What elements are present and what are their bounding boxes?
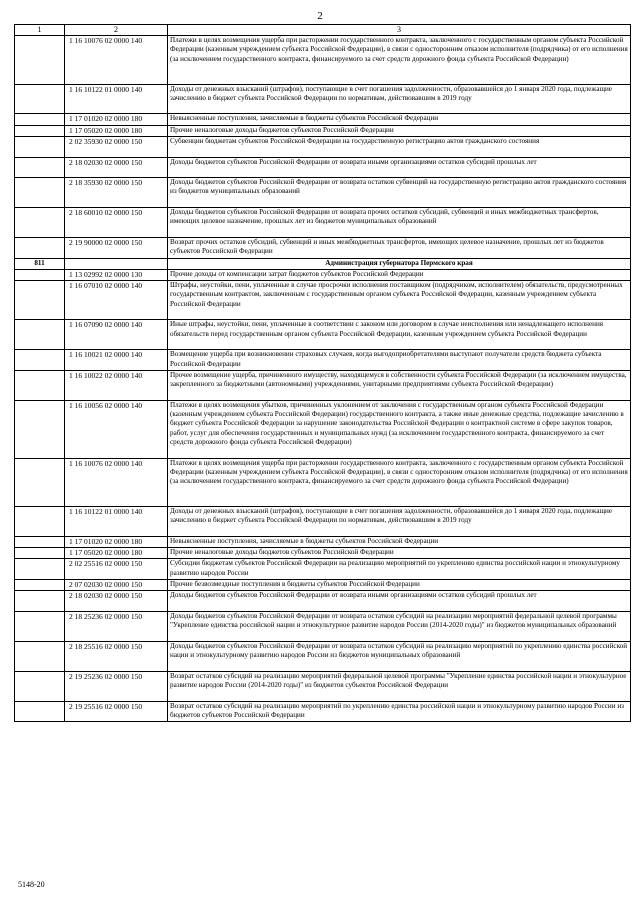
revenue-description-cell: Доходы бюджетов субъектов Российской Федерации от возврата остатков субсидий на реализацию мероприятий по укреплению единства российской нации и этнокультурному развитию народов России из бюджетов муниципальных образований [168,641,631,671]
revenue-code-cell [65,258,168,269]
section-title-cell: Администрация губернатора Пермского края [168,258,631,269]
table-row [15,536,631,547]
revenue-code-cell: 1 17 01020 02 0000 180 [65,114,168,125]
revenue-description-cell: Доходы бюджетов субъектов Российской Федерации от возврата остатков субвенций на государственную регистрацию актов гражданского состояния из бюджетов муниципальных образований [168,178,631,208]
revenue-description-cell: Платежи в целях возмещения убытков, причиненных уклонением от заключения с государственным органом субъекта Российской Федерации (казенным учреждением субъекта Российской Федерации) государственного контракта, а также иные денежные средства, подлежащие зачислению в бюджет субъекта Российской Федерации за нарушение законодательства Российской Федерации о контрактной системе в сфере закупок товаров, работ, услуг для обеспечения государственных и муниципальных нужд (за исключением государственного контракта, финансируемого за счет средств дорожного фонда субъекта Российской Федерации) [168,400,631,458]
revenue-description-cell: Иные штрафы, неустойки, пени, уплаченные в соответствии с законом или договором в случае неисполнения или ненадлежащего исполнения обязательств перед государственным органом субъекта Российской Федерации, казенным учреждением субъекта Российской Федерации [168,320,631,350]
revenue-description-cell: Штрафы, неустойки, пени, уплаченные в случае просрочки исполнения поставщиком (подрядчиком, исполнителем) обязательств, предусмотренных государственным контрактом, заключенным с государственным органом субъекта Российской Федерации, казенным учреждением субъекта Российской Федерации [168,281,631,320]
revenue-code-cell: 1 16 10122 01 0000 140 [65,84,168,114]
revenue-description-cell: Доходы бюджетов субъектов Российской Федерации от возврата прочих остатков субсидий, субвенций и иных межбюджетных трансфертов, имеющих целевое назначение, прошлых лет из бюджетов муниципальных образований [168,208,631,238]
revenue-code-cell: 2 18 02030 02 0000 150 [65,591,168,612]
section-row [15,258,631,269]
admin-code-cell [15,136,65,157]
table-row [15,400,631,458]
table-row [15,458,631,507]
revenue-description-cell: Прочие безвозмездные поступления в бюджеты субъектов Российской Федерации [168,580,631,591]
table-row [15,269,631,280]
admin-code-cell [15,671,65,701]
table-row [15,611,631,641]
admin-code-cell: 811 [15,258,65,269]
admin-code-cell [15,36,65,85]
table-row [15,580,631,591]
table-row [15,350,631,371]
revenue-code-cell: 2 18 35930 02 0000 150 [65,178,168,208]
table-row [15,641,631,671]
admin-code-cell [15,370,65,400]
revenue-description-cell: Невыясненные поступления, зачисляемые в бюджеты субъектов Российской Федерации [168,536,631,547]
admin-code-cell [15,536,65,547]
admin-code-cell [15,350,65,371]
header-col-1: 1 [15,25,65,36]
revenue-code-cell: 1 16 10076 02 0000 140 [65,36,168,85]
admin-code-cell [15,507,65,537]
revenue-description-cell: Платежи в целях возмещения ущерба при расторжении государственного контракта, заключенного с государственным органом субъекта Российской Федерации (казенным учреждением субъекта Российской Федерации), в связи с односторонним отказом исполнителя (подрядчика) от его исполнения (за исключением государственного контракта, финансируемого за счет средств дорожного фонда субъекта Российской Федерации) [168,36,631,85]
revenue-description-cell: Доходы от денежных взысканий (штрафов), поступающие в счет погашения задолженности, образовавшейся до 1 января 2020 года, подлежащие зачислению в бюджет субъекта Российской Федерации по нормативам, действовавшим в 2019 году [168,84,631,114]
admin-code-cell [15,641,65,671]
revenue-code-cell: 1 16 07090 02 0000 140 [65,320,168,350]
admin-code-cell [15,178,65,208]
revenue-code-cell: 2 18 02030 02 0000 150 [65,157,168,178]
table-row [15,114,631,125]
revenue-description-cell: Доходы от денежных взысканий (штрафов), поступающие в счет погашения задолженности, образовавшейся до 1 января 2020 года, подлежащие зачислению в бюджет субъекта Российской Федерации по нормативам, действовавшим в 2019 году [168,507,631,537]
table-row [15,237,631,258]
revenue-description-cell: Возврат остатков субсидий на реализацию мероприятий по укреплению единства российской нации и этнокультурному развитию народов России из бюджетов субъектов Российской Федерации [168,701,631,722]
revenue-description-cell: Субвенции бюджетам субъектов Российской Федерации на государственную регистрацию актов гражданского состояния [168,136,631,157]
table-row [15,320,631,350]
revenue-description-cell: Прочее возмещение ущерба, причиненного имуществу, находящемуся в собственности субъекта Российской Федерации (за исключением имущества, закрепленного за бюджетными (автономными) учреждениями, унитарными предприятиями субъекта Российской Федерации) [168,370,631,400]
admin-code-cell [15,591,65,612]
table-header-row [15,25,631,36]
table-row [15,208,631,238]
revenue-code-cell: 1 17 01020 02 0000 180 [65,536,168,547]
admin-code-cell [15,114,65,125]
header-col-3: 3 [168,25,631,36]
admin-code-cell [15,269,65,280]
table-row [15,136,631,157]
page-number: 2 [317,10,323,22]
header-col-2: 2 [65,25,168,36]
admin-code-cell [15,458,65,507]
revenue-code-cell: 1 16 10076 02 0000 140 [65,458,168,507]
revenue-description-cell: Невыясненные поступления, зачисляемые в бюджеты субъектов Российской Федерации [168,114,631,125]
table-row [15,36,631,85]
table-row [15,671,631,701]
table-row [15,370,631,400]
revenue-code-cell: 2 19 90000 02 0000 150 [65,237,168,258]
admin-code-cell [15,611,65,641]
revenue-code-cell: 1 17 05020 02 0000 180 [65,548,168,559]
revenue-description-cell: Доходы бюджетов субъектов Российской Федерации от возврата остатков субсидий на реализацию мероприятий федеральной целевой программы "Укрепление единства российской нации и этнокультурное развитие народов России (2014-2020 годы)" из бюджетов муниципальных образований [168,611,631,641]
table-row [15,84,631,114]
revenue-description-cell: Возврат остатков субсидий на реализацию мероприятий федеральной целевой программы "Укрепление единства российской нации и этнокультурное развитие народов России (2014-2020 годы)" из бюджетов субъектов Российской Федерации [168,671,631,701]
revenue-description-cell: Доходы бюджетов субъектов Российской Федерации от возврата иными организациями остатков субсидий прошлых лет [168,157,631,178]
admin-code-cell [15,559,65,580]
table-row [15,281,631,320]
table-row [15,701,631,722]
revenue-code-cell: 2 18 60010 02 0000 150 [65,208,168,238]
revenue-code-cell: 2 02 35930 02 0000 150 [65,136,168,157]
revenue-code-cell: 1 13 02992 02 0000 130 [65,269,168,280]
table-row [15,591,631,612]
revenue-code-cell: 2 18 25516 02 0000 150 [65,641,168,671]
revenue-code-cell: 1 16 10056 02 0000 140 [65,400,168,458]
admin-code-cell [15,157,65,178]
admin-code-cell [15,125,65,136]
revenue-description-cell: Возврат прочих остатков субсидий, субвенций и иных межбюджетных трансфертов, имеющих целевое назначение, прошлых лет из бюджетов субъектов Российской Федерации [168,237,631,258]
table-row [15,507,631,537]
revenue-description-cell: Доходы бюджетов субъектов Российской Федерации от возврата иными организациями остатков субсидий прошлых лет [168,591,631,612]
table-row [15,559,631,580]
revenue-code-cell: 2 19 25516 02 0000 150 [65,701,168,722]
revenue-description-cell: Платежи в целях возмещения ущерба при расторжении государственного контракта, заключенного с государственным органом субъекта Российской Федерации (казенным учреждением субъекта Российской Федерации), в связи с односторонним отказом исполнителя (подрядчика) от его исполнения (за исключением государственного контракта, финансируемого за счет средств дорожного фонда субъекта Российской Федерации) [168,458,631,507]
revenue-description-cell: Прочие неналоговые доходы бюджетов субъектов Российской Федерации [168,548,631,559]
table-row [15,548,631,559]
admin-code-cell [15,701,65,722]
revenue-description-cell: Возмещение ущерба при возникновении страховых случаев, когда выгодоприобретателями выступают получатели средств бюджета субъекта Российской Федерации [168,350,631,371]
revenue-code-cell: 2 19 25236 02 0000 150 [65,671,168,701]
revenue-codes-table [14,24,631,722]
admin-code-cell [15,320,65,350]
admin-code-cell [15,281,65,320]
admin-code-cell [15,400,65,458]
revenue-code-cell: 1 16 10021 02 0000 140 [65,350,168,371]
admin-code-cell [15,548,65,559]
admin-code-cell [15,84,65,114]
revenue-code-cell: 2 07 02030 02 0000 150 [65,580,168,591]
revenue-code-cell: 2 02 25516 02 0000 150 [65,559,168,580]
admin-code-cell [15,237,65,258]
revenue-code-cell: 2 18 25236 02 0000 150 [65,611,168,641]
revenue-code-cell: 1 16 10022 02 0000 140 [65,370,168,400]
admin-code-cell [15,580,65,591]
revenue-description-cell: Прочие неналоговые доходы бюджетов субъектов Российской Федерации [168,125,631,136]
table-row [15,178,631,208]
revenue-code-cell: 1 16 10122 01 0000 140 [65,507,168,537]
revenue-code-cell: 1 17 05020 02 0000 180 [65,125,168,136]
admin-code-cell [15,208,65,238]
revenue-description-cell: Прочие доходы от компенсации затрат бюджетов субъектов Российской Федерации [168,269,631,280]
table-row [15,125,631,136]
revenue-code-cell: 1 16 07010 02 0000 140 [65,281,168,320]
footer-doc-code: 5148-20 [18,880,45,889]
table-row [15,157,631,178]
revenue-description-cell: Субсидии бюджетам субъектов Российской Федерации на реализацию мероприятий по укреплению единства российской нации и этнокультурному развитию народов России [168,559,631,580]
